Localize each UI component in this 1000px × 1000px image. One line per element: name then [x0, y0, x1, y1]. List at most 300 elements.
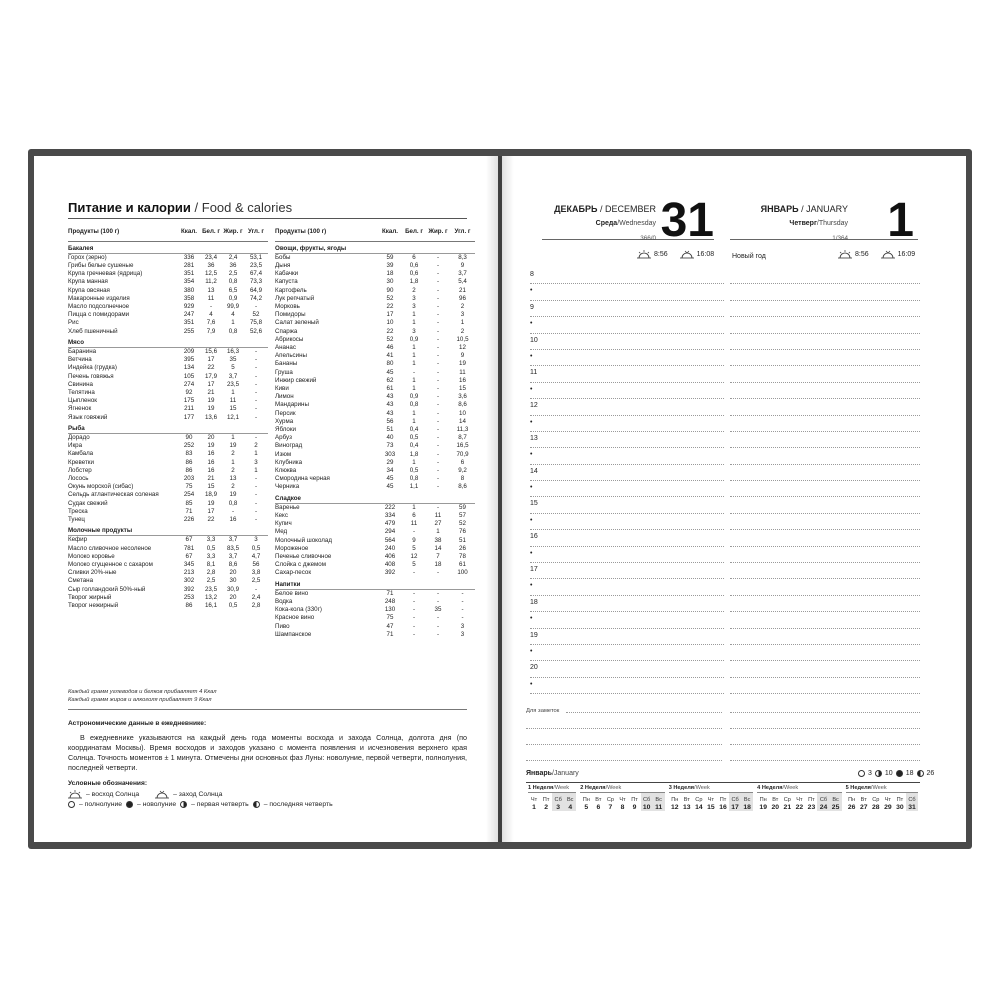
calendar-date[interactable]: 20 [771, 804, 780, 811]
hour-line[interactable] [730, 350, 920, 366]
nutrient-value: - [436, 598, 440, 606]
nutrient-value: 12,1 [226, 413, 240, 421]
hour-line[interactable] [730, 268, 920, 284]
hour-label: 19 [530, 631, 538, 639]
nutrient-value: 8,6 [458, 401, 467, 409]
hour-line[interactable] [530, 268, 724, 284]
nutrient-value: 71 [185, 507, 193, 515]
calendar-date[interactable]: 24 [817, 803, 829, 811]
calendar-date[interactable]: 22 [795, 804, 804, 811]
nutrient-value: 0,6 [409, 270, 419, 278]
nutrient-value: 7 [436, 553, 440, 561]
product-name: Камбала [68, 450, 94, 458]
hour-line[interactable] [530, 448, 724, 464]
hour-line[interactable] [730, 301, 920, 317]
product-name: Кефир [68, 536, 88, 544]
nutrient-value: - [254, 405, 258, 413]
weekday-abbr: Пт [542, 797, 550, 803]
hour-line[interactable] [530, 432, 724, 448]
nutrient-value: - [436, 278, 440, 286]
hour-line[interactable] [730, 334, 920, 350]
nutrient-value: 1,8 [409, 450, 419, 458]
hour-line[interactable] [530, 547, 724, 563]
notes-line [526, 744, 722, 745]
nutrient-value: 62 [386, 376, 394, 384]
full-moon-icon [68, 801, 75, 808]
table-row [275, 503, 475, 512]
nutrient-value: 59 [459, 503, 466, 511]
nutrient-value: 2 [460, 327, 465, 335]
product-name: Тунец [68, 516, 85, 523]
calendar-date[interactable]: 16 [719, 804, 727, 811]
nutrient-value: 30 [229, 577, 237, 585]
table-row [68, 450, 268, 458]
legend-first: – первая четверть [191, 801, 249, 808]
hour-label: • [530, 320, 533, 328]
nutrient-value: 2 [254, 442, 258, 450]
table-row [275, 344, 475, 352]
nutrient-value: - [461, 589, 464, 597]
calendar-date[interactable]: 12 [670, 804, 679, 811]
hour-label: 12 [530, 402, 538, 410]
hour-line[interactable] [530, 399, 724, 415]
nutrient-value: - [436, 589, 440, 597]
nutrient-value: 105 [183, 372, 195, 380]
calendar-date[interactable]: 1 [532, 804, 536, 811]
hour-line[interactable] [530, 350, 724, 366]
nutrient-value: 61 [459, 561, 466, 569]
nutrient-value: 19 [229, 491, 237, 499]
nutrient-value: 1 [254, 466, 258, 474]
weekday-abbr: Сб [817, 793, 829, 803]
nutrient-value: 3 [254, 536, 258, 544]
table-row [275, 520, 475, 528]
hour-label: 13 [530, 434, 538, 442]
notes-line [730, 728, 920, 729]
product-name: Купич [275, 520, 292, 528]
product-name: Слойка с джемом [275, 561, 327, 569]
hour-label: 18 [530, 598, 538, 606]
hour-lines-dec31 [530, 268, 724, 694]
table-row [68, 442, 268, 450]
hour-line[interactable] [730, 497, 920, 513]
nutrient-value: 36 [207, 261, 215, 269]
hour-line[interactable] [530, 596, 724, 612]
nutrient-value: 61 [386, 384, 394, 392]
weekday-abbr: Сб [552, 793, 564, 803]
hour-line[interactable] [730, 596, 920, 612]
nutrient-value: 67 [185, 552, 193, 560]
nutrient-value: 80 [386, 360, 394, 368]
sunrise-time: 8:56 [654, 251, 668, 258]
hour-line[interactable] [530, 383, 724, 399]
hour-line[interactable] [530, 497, 724, 513]
product-name: Сметана [68, 577, 94, 585]
nutrient-value: 395 [183, 356, 195, 364]
calendar-date[interactable]: 21 [783, 804, 792, 811]
hour-line[interactable] [730, 416, 920, 432]
nutrient-value: - [436, 450, 440, 458]
nutrient-value: 3 [460, 311, 465, 319]
weekday-abbr: Чт [707, 797, 715, 803]
nutrient-value: 22 [207, 516, 215, 523]
product-name: Помидоры [275, 311, 306, 319]
hour-lines-jan1 [730, 268, 920, 694]
calendar-date[interactable]: 19 [759, 804, 767, 811]
nutrient-value: - [436, 475, 440, 483]
nutrient-value: - [254, 491, 258, 499]
hour-line[interactable] [730, 448, 920, 464]
nutrient-value: 35 [229, 356, 237, 364]
hour-label: 20 [530, 664, 538, 672]
nutrient-value: - [436, 458, 440, 466]
nutrient-value: 5 [412, 544, 416, 552]
hour-line[interactable] [530, 563, 724, 579]
nutrient-value: 479 [384, 520, 396, 528]
weekday-abbr: Чт [530, 797, 538, 803]
calendar-date[interactable]: 29 [884, 804, 892, 811]
nutrient-value: - [436, 319, 440, 327]
nutrient-value: 1,8 [409, 278, 419, 286]
weekday-row [580, 793, 664, 803]
legend-new: – новолуние [137, 801, 177, 808]
nutrient-value: - [254, 507, 258, 515]
date-row [528, 803, 576, 811]
calendar-date[interactable]: 23 [807, 804, 816, 811]
nutrient-value: 75,8 [249, 319, 263, 327]
hour-line[interactable] [730, 514, 920, 530]
category-row [68, 422, 268, 434]
nutrient-value: 20 [229, 569, 237, 577]
nutrient-value: 247 [183, 311, 195, 319]
notes-line [566, 712, 722, 713]
calendar-date[interactable]: 25 [830, 803, 842, 811]
weekday-abbr: Ср [872, 797, 880, 803]
table-row [68, 569, 268, 577]
hour-line[interactable] [530, 629, 724, 645]
nutrient-value: 8,7 [458, 434, 467, 442]
nutrient-value: 22 [207, 364, 215, 372]
calendar-date[interactable]: 15 [707, 804, 715, 811]
table-row [275, 512, 475, 520]
calendar-date[interactable]: 13 [683, 804, 691, 811]
product-name: Киви [275, 384, 289, 392]
nutrient-value: 6,5 [228, 286, 238, 294]
table-row [275, 528, 475, 536]
nutrient-value: 75 [386, 614, 394, 622]
nutrient-value: 7,9 [206, 327, 216, 335]
nutrient-value: - [254, 364, 258, 372]
table-row [275, 606, 475, 614]
nutrient-value: 2 [231, 483, 235, 491]
nutrient-value: 16,3 [226, 347, 240, 355]
nutrient-value: 43 [386, 393, 394, 401]
product-name: Смородина черная [275, 475, 330, 483]
nutrient-value: 56 [386, 417, 394, 425]
nutrient-value: - [436, 302, 440, 310]
category-row [275, 241, 475, 253]
nutrient-value: - [436, 442, 440, 450]
nutrient-value: 18,9 [204, 491, 218, 499]
calendar-date[interactable]: 26 [847, 804, 856, 811]
legend-moon-row [68, 801, 333, 808]
nutrient-value: - [436, 253, 440, 261]
product-name: Кекс [275, 512, 288, 519]
calendar-date[interactable]: 14 [695, 804, 703, 811]
table-row [275, 336, 475, 344]
new-moon-icon [126, 801, 133, 808]
table-row [275, 401, 475, 409]
hour-line[interactable] [530, 465, 724, 481]
calendar-date[interactable]: 8 [620, 804, 625, 811]
hour-line[interactable] [730, 383, 920, 399]
nutrient-value: 78 [459, 553, 466, 561]
nutrient-value: 203 [183, 474, 195, 482]
calendar-date[interactable]: 30 [896, 804, 904, 811]
hour-line[interactable] [530, 366, 724, 382]
calendar-date[interactable]: 5 [584, 804, 589, 811]
nutrient-value: 6 [412, 512, 416, 519]
calendar-date[interactable]: 17 [729, 803, 741, 811]
hour-line[interactable] [730, 530, 920, 546]
product-name: Грибы белые сушеные [68, 261, 134, 269]
hour-line[interactable] [730, 317, 920, 333]
week-column [578, 785, 666, 811]
page-title [68, 200, 292, 215]
nutrient-value: - [254, 372, 258, 380]
calendar-date[interactable]: 4 [564, 803, 576, 811]
calendar-date[interactable]: 18 [741, 803, 753, 811]
category-label: Молочные продукты [68, 524, 268, 536]
table-header: Угл. г [450, 228, 475, 241]
nutrient-value: - [436, 466, 440, 474]
category-label: Овощи, фрукты, ягоды [275, 241, 475, 253]
product-name: Пиво [275, 622, 290, 630]
nutrient-value: 3,6 [458, 393, 467, 401]
nutrient-value: 351 [183, 270, 195, 278]
nutrient-value: 294 [384, 528, 396, 536]
nutrient-value: 358 [183, 294, 195, 302]
hour-label: • [530, 352, 533, 360]
nutrient-value: 2,5 [206, 577, 216, 585]
table-row [68, 553, 268, 561]
nutrient-value: 23,4 [204, 253, 218, 261]
nutrient-value: 52 [386, 335, 394, 343]
table-row [68, 500, 268, 508]
hour-line[interactable] [530, 661, 724, 677]
product-name: Лобстер [68, 466, 92, 474]
nutrient-value: 19 [207, 397, 215, 405]
nutrient-value: 4 [231, 311, 235, 319]
hour-line[interactable] [730, 612, 920, 628]
hour-line[interactable] [530, 612, 724, 628]
hour-line[interactable] [530, 530, 724, 546]
nutrient-value: - [412, 606, 416, 614]
nutrient-value: - [412, 368, 416, 376]
nutrient-value: 3 [412, 302, 416, 310]
week-label-en: /Week [694, 785, 710, 791]
nutrient-value: 41 [386, 352, 394, 360]
table-row [275, 426, 475, 434]
nutrient-value: 70,9 [456, 450, 469, 458]
hour-line[interactable] [530, 301, 724, 317]
nutrient-value: 1 [412, 376, 416, 384]
nutrient-value: 406 [384, 553, 396, 561]
product-name: Дыня [275, 261, 291, 269]
table-row [275, 545, 475, 553]
table-row [68, 433, 268, 442]
product-name: Баранина [68, 347, 97, 355]
calendar-date[interactable]: 2 [544, 804, 548, 811]
nutrient-value: 274 [183, 380, 195, 388]
month-ru: ДЕКАБРЬ [554, 204, 598, 214]
table-row [275, 369, 475, 377]
table-row [275, 270, 475, 278]
nutrient-value: 64,9 [249, 286, 263, 294]
hour-line[interactable] [730, 563, 920, 579]
nutrient-value: 45 [386, 475, 394, 483]
nutrient-value: - [254, 413, 258, 421]
nutrient-value: 3,3 [206, 552, 216, 560]
calendar-date[interactable]: 10 [641, 803, 653, 811]
nutrient-value: - [231, 507, 235, 515]
hour-line[interactable] [730, 678, 920, 694]
day-count: 1/364 [832, 235, 848, 242]
hour-line[interactable] [730, 579, 920, 595]
nutrient-value: 0,8 [228, 278, 238, 286]
calendar-date[interactable]: 11 [653, 803, 665, 811]
weekday-abbr: Сб [906, 793, 918, 803]
hour-line[interactable] [730, 661, 920, 677]
table-row [68, 414, 268, 422]
hour-line[interactable] [530, 481, 724, 497]
nutrient-value: 13 [207, 286, 215, 294]
nutrient-value: 226 [183, 516, 195, 523]
hour-line[interactable] [530, 317, 724, 333]
calendar-date[interactable]: 28 [872, 804, 880, 811]
nutrient-value: 19 [207, 442, 215, 450]
calendar-date[interactable]: 7 [608, 804, 613, 811]
nutrient-value: 781 [183, 544, 195, 552]
calendar-date[interactable]: 31 [906, 803, 918, 811]
nutrient-value: - [254, 516, 258, 523]
table-header: Ккал. [378, 228, 402, 241]
hour-line[interactable] [730, 645, 920, 661]
hour-line[interactable] [730, 547, 920, 563]
nutrient-value: - [436, 622, 440, 630]
hour-line[interactable] [530, 645, 724, 661]
nutrient-value: 18 [386, 270, 394, 278]
nutrient-value: 57 [459, 512, 466, 519]
product-name: Красное вино [275, 614, 315, 622]
product-name: Арбуз [275, 434, 292, 442]
first-quarter-icon [875, 770, 882, 777]
weekday-row [528, 793, 576, 803]
hour-line[interactable] [530, 678, 724, 694]
hour-line[interactable] [530, 284, 724, 300]
nutrient-value: 0,5 [206, 544, 216, 552]
nutrient-value: 12 [410, 553, 418, 561]
calendar-date[interactable]: 3 [552, 803, 564, 811]
nutrient-value: - [436, 335, 440, 343]
product-name: Крупа манная [68, 278, 108, 286]
table-row [68, 467, 268, 475]
nutrient-value: - [436, 376, 440, 384]
astro-heading: Астрономические данные в ежедневнике: [68, 720, 207, 727]
table-header: Продукты (100 г) [68, 228, 178, 241]
legend-sun-row [68, 790, 222, 799]
weekday-abbr: Вт [595, 797, 602, 803]
nutrient-value: 35 [434, 606, 442, 614]
hour-line[interactable] [730, 481, 920, 497]
nutrient-value: - [254, 397, 258, 405]
table-row [275, 393, 475, 401]
nutrient-value: 34 [386, 466, 394, 474]
nutrient-value: - [209, 302, 213, 310]
hour-line[interactable] [730, 629, 920, 645]
nutrient-value: 10,5 [456, 335, 469, 343]
weekday-abbr: Пн [671, 797, 679, 803]
hour-line[interactable] [730, 366, 920, 382]
weekday-abbr: Вт [772, 797, 779, 803]
nutrient-value: - [436, 286, 440, 294]
nutrient-value: 21 [207, 474, 215, 482]
hour-line[interactable] [730, 399, 920, 415]
nutrient-value: 73,3 [249, 278, 263, 286]
nutrient-value: 0,9 [409, 335, 419, 343]
nutrient-value: 380 [183, 286, 195, 294]
calendar-date[interactable]: 9 [632, 804, 637, 811]
nutrient-value: 83 [185, 450, 193, 458]
phase-date: 3 [868, 770, 872, 777]
month-ru: ЯНВАРЬ [760, 204, 799, 214]
nutrient-value: 5 [231, 364, 235, 372]
hour-line[interactable] [530, 514, 724, 530]
calendar-date[interactable]: 27 [859, 804, 868, 811]
table-row [275, 553, 475, 561]
weekday-abbr: Сб [729, 793, 741, 803]
hour-line[interactable] [730, 465, 920, 481]
table-row [68, 373, 268, 381]
week-label-en: /Week [870, 785, 887, 791]
hour-line[interactable] [730, 432, 920, 448]
table-row [275, 537, 475, 545]
nutrient-value: - [436, 434, 440, 442]
product-name: Творог жирный [68, 593, 112, 601]
nutrient-value: 2,8 [251, 602, 261, 610]
hour-line[interactable] [530, 579, 724, 595]
table-row [68, 347, 268, 356]
nutrient-value: 22 [386, 302, 394, 310]
product-name: Ананас [275, 343, 296, 351]
weekday-name [596, 220, 656, 227]
hour-line[interactable] [730, 284, 920, 300]
weekday-row [846, 793, 918, 803]
nutrient-value: - [436, 270, 440, 278]
product-name: Судак свежий [68, 499, 108, 507]
hour-label: 10 [530, 336, 538, 344]
product-name: Молочный шоколад [275, 536, 332, 544]
nutrient-value: 40 [386, 434, 394, 442]
weekday-abbr: Вс [741, 793, 753, 803]
table-header: Бел. г [402, 228, 426, 241]
nutrient-value: - [412, 622, 416, 630]
hour-line[interactable] [530, 334, 724, 350]
hour-line[interactable] [530, 416, 724, 432]
calendar-date[interactable]: 6 [596, 804, 601, 811]
table-row [275, 598, 475, 606]
nutrient-value: - [254, 433, 258, 441]
